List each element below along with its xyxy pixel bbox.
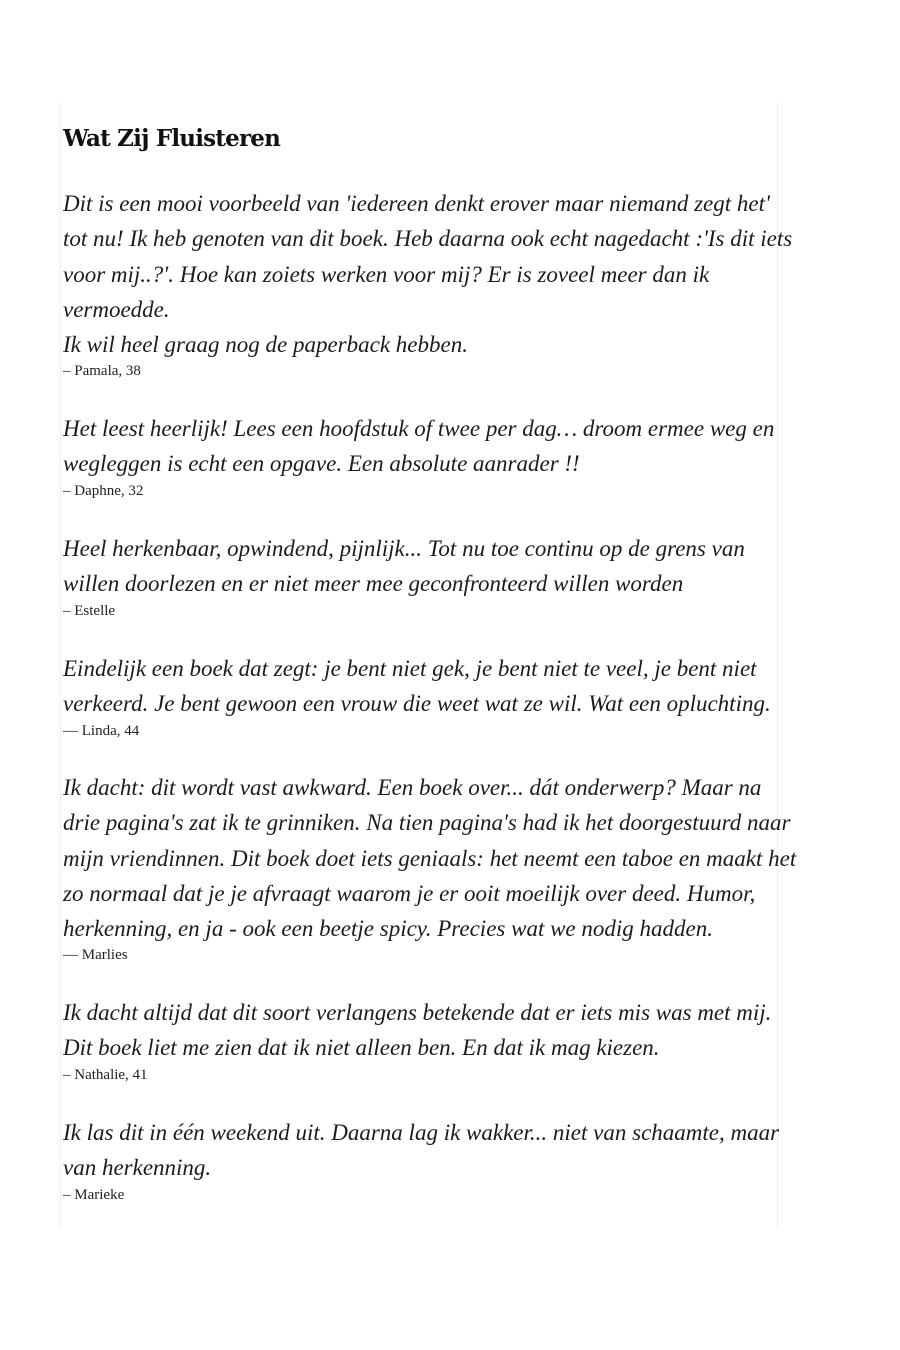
testimonial-quote: Ik dacht: dit wordt vast awkward. Een boek over... dát onderwerp? Maar na drie pagina's zat ik te grinniken. Na tien pagina's had ik het doorgestuurd naar mijn vriendinnen. Dit boek doet iets geniaals: het neemt een taboe en maakt het zo normaal dat je je afvraagt waarom je er ooit moeilijk over deed. Humor, herkenning, en ja - ook een beetje spicy. Precies wat we nodig hadden. [63, 775, 797, 942]
testimonial-item [63, 411, 803, 500]
testimonial-item [63, 1115, 803, 1204]
testimonial-item [63, 186, 803, 380]
testimonial-item [63, 995, 803, 1084]
testimonial-quote: Ik las dit in één weekend uit. Daarna lag ik wakker... niet van schaamte, maar van herkenning. [63, 1120, 780, 1181]
testimonial-item [63, 770, 803, 964]
testimonial-author: – Nathalie, 41 [63, 1066, 148, 1083]
testimonial-quote: Het leest heerlijk! Lees een hoofdstuk of twee per dag… droom ermee weg en wegleggen is echt een opgave. Een absolute aanrader !! [63, 416, 775, 477]
testimonial-author: – Estelle [63, 602, 116, 619]
testimonial-author: – Daphne, 32 [63, 482, 144, 499]
testimonial-quote: Dit is een mooi voorbeeld van 'iedereen denkt erover maar niemand zegt het' tot nu! Ik heb genoten van dit boek. Heb daarna ook echt nagedacht :'Is dit iets voor mij..?'. Hoe kan zoiets werken voor mij? Er is zoveel meer dan ik vermoedde. Ik wil heel graag nog de paperback hebben. [63, 191, 793, 358]
testimonial-author: — Marlies [63, 947, 128, 964]
testimonial-author: – Pamala, 38 [63, 363, 141, 380]
testimonial-quote: Ik dacht altijd dat dit soort verlangens betekende dat er iets mis was met mij. Dit boek liet me zien dat ik niet alleen ben. En dat ik mag kiezen. [63, 1000, 772, 1061]
testimonial-author: – Marieke [63, 1186, 125, 1203]
testimonial-author: — Linda, 44 [63, 722, 140, 739]
page-title: Wat Zij Fluisteren [63, 125, 281, 152]
testimonial-item [63, 531, 803, 620]
testimonial-item [63, 651, 803, 740]
testimonial-quote: Eindelijk een boek dat zegt: je bent niet gek, je bent niet te veel, je bent niet verkeerd. Je bent gewoon een vrouw die weet wat ze wil. Wat een opluchting. [63, 656, 771, 717]
testimonial-quote: Heel herkenbaar, opwindend, pijnlijk... Tot nu toe continu op de grens van willen doorlezen en er niet meer mee geconfronteerd willen worden [63, 536, 745, 597]
testimonials-page [60, 103, 797, 1228]
